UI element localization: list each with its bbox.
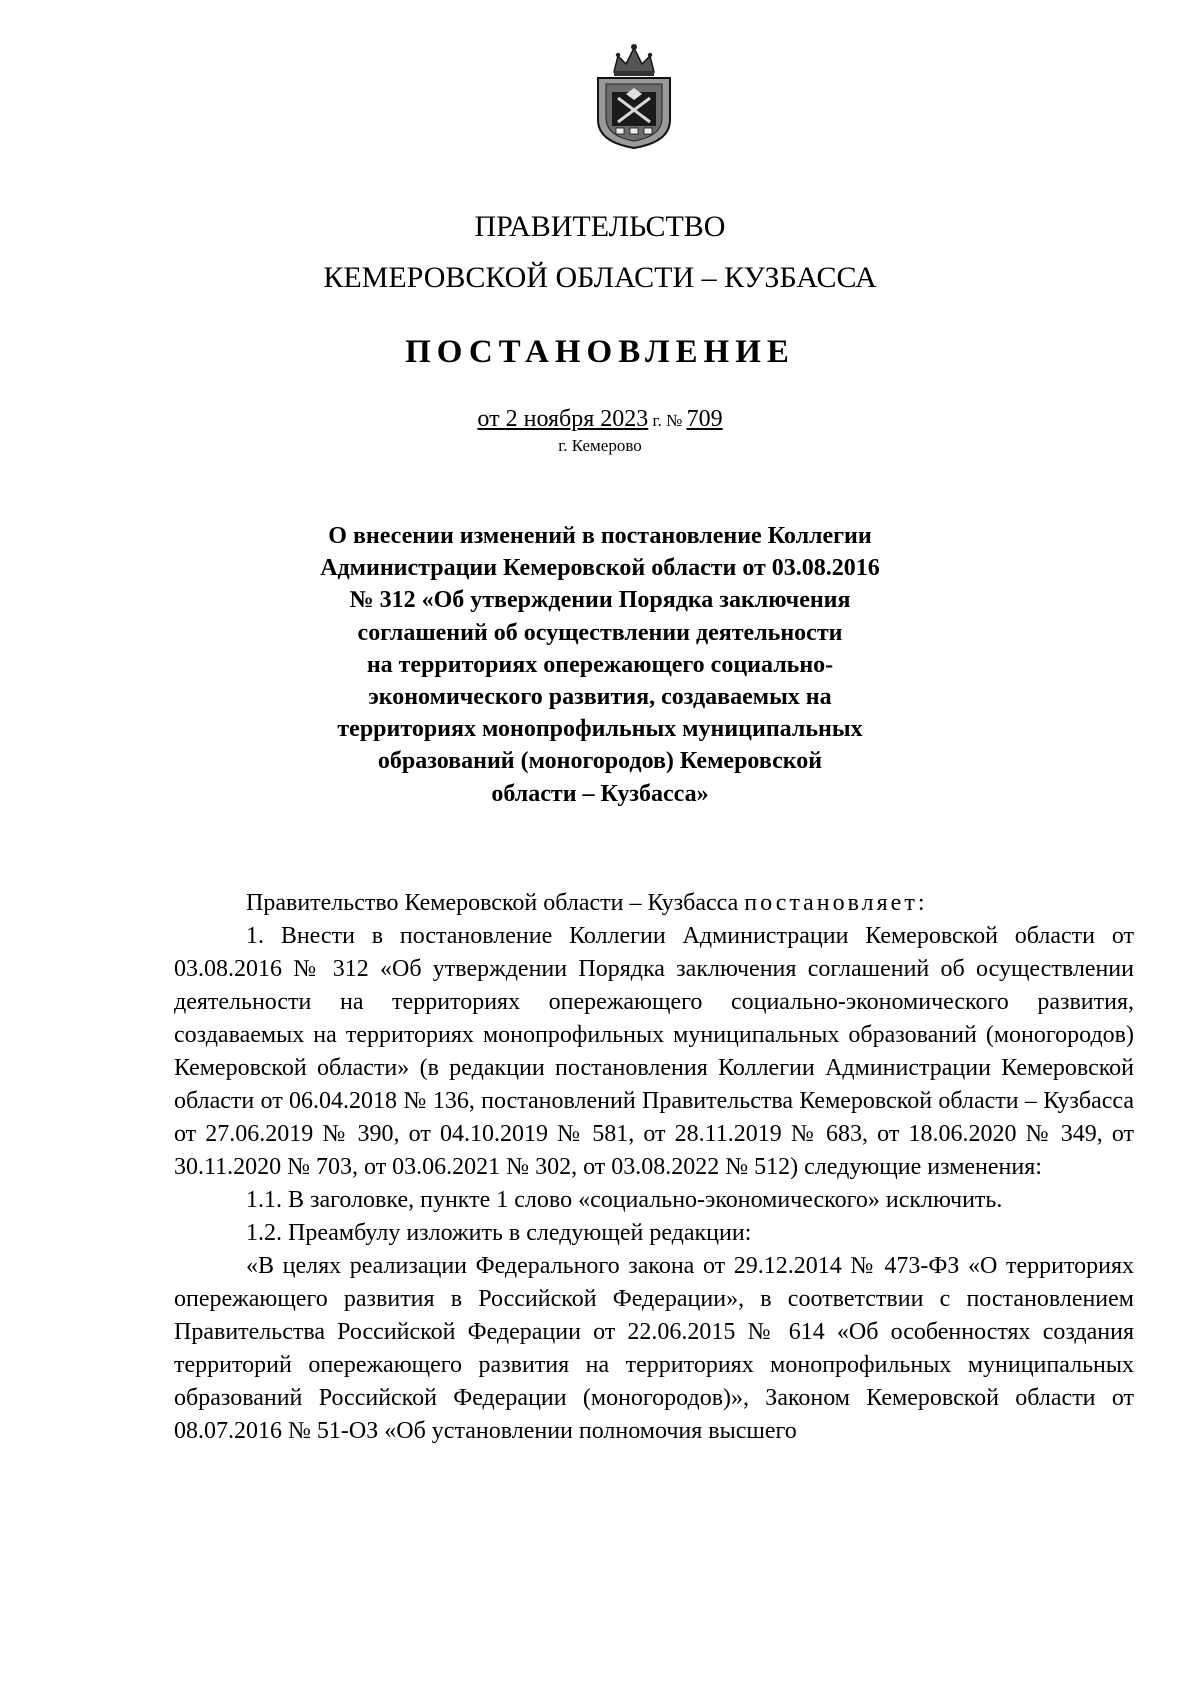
intro-verb: постановляет — [744, 890, 918, 916]
title-line: № 312 «Об утверждении Порядка заключения — [349, 587, 851, 614]
date-prefix: от — [477, 406, 506, 432]
kuzbass-coat-of-arms-icon — [592, 42, 676, 150]
intro-text: Правительство Кемеровской области – Кузбасса — [246, 890, 745, 916]
title-line: Администрации Кемеровской области от 03.08.2016 — [320, 555, 880, 582]
title-line: области – Кузбасса» — [491, 780, 709, 807]
city-name: г. Кемерово — [558, 436, 642, 455]
paragraph-preamble-quote: «В целях реализации Федерального закона от 29.12.2014 № 473-ФЗ «О территориях опережающего развития в Российской Федерации», в соответствии с постановлением Правительства Российской Федерации от 22.06.2015 № 614 «Об особенностях создания территорий опережающего развития на территориях монопрофильных муниципальных образований Российской Федерации (моногородов)», Законом Кемеровской области от 08.07.2016 № 51-ОЗ «Об установлении полномочия высшего — [174, 1253, 1134, 1444]
paragraph-1-1: 1.1. В заголовке, пункте 1 слово «социально-экономического» исключить. — [246, 1187, 1003, 1213]
title-line: образований (моногородов) Кемеровской — [377, 748, 823, 775]
paragraph-1-2: 1.2. Преамбулу изложить в следующей редакции: — [246, 1220, 752, 1246]
title-line: экономического развития, создаваемых на — [368, 684, 832, 711]
government-name-line2: КЕМЕРОВСКОЙ ОБЛАСТИ – КУЗБАССА — [323, 261, 877, 294]
intro-colon: : — [917, 890, 925, 916]
document-body — [174, 887, 1134, 1448]
paragraph-1: 1. Внести в постановление Коллегии Администрации Кемеровской области от 03.08.2016 № 312 «Об утверждении Порядка заключения соглашений об осуществлении деятельности на территориях опережающего социально-экономического развития, создаваемых на территориях монопрофильных муниципальных образований (моногородов) Кемеровской области» (в редакции постановления Коллегии Администрации Кемеровской области от 06.04.2018 № 136, постановлений Правительства Кемеровской области – Кузбасса от 27.06.2019 № 390, от 04.10.2019 № 581, от 28.11.2019 № 683, от 18.06.2020 № 349, от 30.11.2020 № 703, от 03.06.2021 № 302, от 03.08.2022 № 512) следующие изменения: — [174, 923, 1134, 1180]
year-suffix: г. — [648, 411, 667, 430]
document-type-heading: ПОСТАНОВЛЕНИЕ — [405, 334, 795, 370]
title-line: соглашений об осуществлении деятельности — [357, 619, 843, 646]
number-sign: № — [666, 411, 687, 430]
intro-paragraph — [174, 887, 1134, 920]
title-line: на территориях опережающего социально- — [366, 651, 834, 678]
document-number: 709 — [686, 406, 723, 432]
document-date: 2 ноября 2023 — [505, 406, 649, 432]
title-line: О внесении изменений в постановление Коллегии — [328, 523, 872, 549]
document-title — [300, 520, 900, 810]
date-number-line — [0, 407, 1200, 431]
government-name-line1: ПРАВИТЕЛЬСТВО — [474, 210, 726, 243]
title-line: территориях монопрофильных муниципальных — [337, 716, 863, 743]
